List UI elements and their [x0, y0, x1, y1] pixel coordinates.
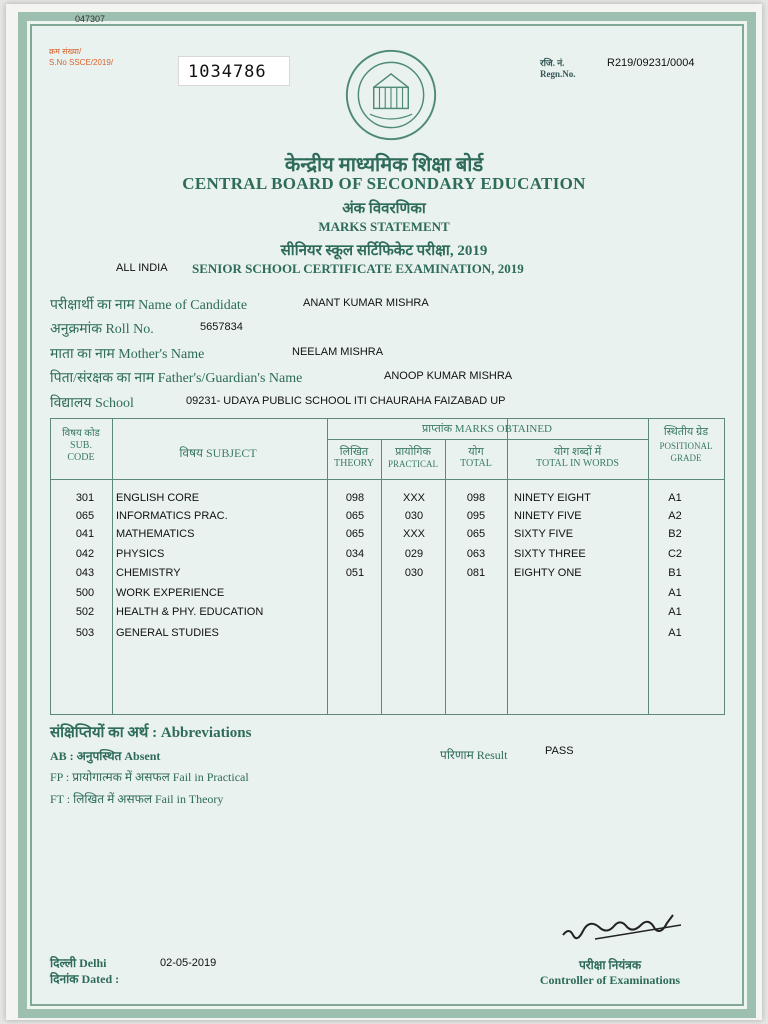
regn-label-hindi: रजि. नं.: [540, 58, 565, 68]
roll-label: अनुक्रमांक Roll No.: [50, 322, 154, 337]
header-code: [52, 428, 110, 464]
row-total: 095: [466, 510, 486, 522]
row-code: 503: [75, 627, 95, 639]
row-grade: A1: [668, 606, 682, 618]
header-total-english: TOTAL: [460, 458, 492, 469]
row-subject: WORK EXPERIENCE: [116, 587, 225, 599]
row-practical: 029: [404, 548, 424, 560]
result-label: परिणाम Result: [440, 748, 508, 762]
row-subject: CHEMISTRY: [116, 567, 181, 579]
date-value: 02-05-2019: [160, 957, 217, 969]
abbreviations-title: संक्षिप्तियों का अर्थ : Abbreviations: [50, 725, 252, 741]
row-total-words: NINETY FIVE: [514, 510, 582, 522]
row-grade: C2: [667, 548, 683, 560]
row-code: 041: [75, 528, 95, 540]
sno-label: [49, 46, 113, 68]
header-grade: [648, 426, 724, 464]
row-subject: MATHEMATICS: [116, 528, 195, 540]
row-theory: 034: [345, 548, 365, 560]
row-code: 065: [75, 510, 95, 522]
header-theory: [327, 446, 381, 470]
header-practical-english: PRACTICAL: [387, 459, 438, 469]
header-divider: [51, 479, 724, 480]
row-total-words: SIXTY THREE: [514, 548, 586, 560]
school-name: 09231- UDAYA PUBLIC SCHOOL ITI CHAURAHA FAIZABAD UP: [186, 395, 506, 407]
place-label: दिल्ली Delhi: [50, 956, 107, 970]
statement-hindi: अंक विवरणिका: [342, 201, 426, 217]
father-label: पिता/संरक्षक का नाम Father's/Guardian's Name: [50, 371, 303, 386]
row-theory: 065: [345, 510, 365, 522]
header-grade-english: POSITIONAL GRADE: [659, 441, 713, 463]
marks-subheader-divider: [327, 439, 648, 440]
row-subject: GENERAL STUDIES: [116, 627, 219, 639]
row-grade: B1: [668, 567, 682, 579]
regn-value: R219/09231/0004: [607, 57, 695, 69]
row-total-words: EIGHTY ONE: [514, 567, 582, 579]
header-practical-hindi: प्रायोगिक: [395, 446, 431, 458]
header-theory-english: THEORY: [334, 458, 374, 469]
controller-label: [530, 958, 690, 988]
regn-label: [540, 58, 576, 80]
row-subject: HEALTH & PHY. EDUCATION: [116, 606, 264, 618]
row-grade: A2: [668, 510, 682, 522]
abbreviation-absent: AB : अनुपस्थित Absent: [50, 749, 161, 763]
header-total-in-words: [507, 446, 648, 470]
sno-label-hindi: क्रम संख्या/: [49, 47, 82, 56]
row-grade: A1: [668, 587, 682, 599]
header-total-hindi: योग: [468, 446, 484, 458]
header-code-english: SUB. CODE: [67, 440, 95, 463]
row-practical: XXX: [402, 528, 425, 540]
row-total: 065: [466, 528, 486, 540]
row-code: 042: [75, 548, 95, 560]
header-practical: [381, 446, 445, 470]
row-subject: ENGLISH CORE: [116, 492, 200, 504]
row-practical: 030: [404, 567, 424, 579]
father-name: ANOOP KUMAR MISHRA: [384, 370, 513, 382]
result-value: PASS: [545, 745, 574, 757]
candidate-name: ANANT KUMAR MISHRA: [303, 297, 429, 309]
sno-label-english: S.No SSCE/2019/: [49, 58, 114, 67]
col-divider: [445, 439, 446, 714]
row-practical: 030: [404, 510, 424, 522]
signature-icon: [555, 905, 695, 955]
row-grade: B2: [668, 528, 682, 540]
header-words-hindi: योग शब्दों में: [553, 446, 602, 458]
row-total: 081: [466, 567, 486, 579]
board-name-hindi: केन्द्रीय माध्यमिक शिक्षा बोर्ड: [284, 154, 484, 176]
exam-name-hindi: सीनियर स्कूल सर्टिफिकेट परीक्षा, 2019: [280, 243, 488, 259]
header-theory-hindi: लिखित: [339, 446, 369, 458]
abbreviation-fail-practical: FP : प्रायोगात्मक में असफल Fail in Practical: [50, 770, 249, 784]
row-subject: INFORMATICS PRAC.: [116, 510, 228, 522]
header-grade-hindi: स्थितीय ग्रेड: [663, 426, 709, 438]
row-practical: XXX: [402, 492, 425, 504]
header-total: [445, 446, 507, 470]
row-theory: 051: [345, 567, 365, 579]
header-subject: विषय SUBJECT: [179, 446, 257, 460]
mother-name: NEELAM MISHRA: [292, 346, 384, 358]
col-divider: [112, 419, 113, 714]
sno-value: 1034786: [188, 62, 267, 82]
row-code: 500: [75, 587, 95, 599]
col-divider: [381, 439, 382, 714]
row-subject: PHYSICS: [116, 548, 165, 560]
row-total: 063: [466, 548, 486, 560]
exam-name: SENIOR SCHOOL CERTIFICATE EXAMINATION, 2019: [192, 261, 524, 276]
serial-top: 047307: [75, 14, 106, 24]
row-total-words: NINETY EIGHT: [514, 492, 591, 504]
board-name: CENTRAL BOARD OF SECONDARY EDUCATION: [182, 174, 586, 193]
candidate-name-label: परीक्षार्थी का नाम Name of Candidate: [50, 298, 248, 313]
row-code: 502: [75, 606, 95, 618]
roll-number: 5657834: [200, 321, 243, 333]
row-code: 301: [75, 492, 95, 504]
row-code: 043: [75, 567, 95, 579]
school-label: विद्यालय School: [50, 396, 134, 411]
controller-english: Controller of Examinations: [539, 973, 681, 987]
header-code-hindi: विषय कोड: [62, 428, 100, 439]
controller-hindi: परीक्षा नियंत्रक: [578, 958, 642, 972]
dated-label: दिनांक Dated :: [50, 972, 120, 986]
statement-title: MARKS STATEMENT: [318, 219, 450, 234]
row-total-words: SIXTY FIVE: [514, 528, 574, 540]
abbreviation-fail-theory: FT : लिखित में असफल Fail in Theory: [50, 792, 224, 806]
all-india-label: ALL INDIA: [116, 262, 168, 274]
row-total: 098: [466, 492, 486, 504]
mother-label: माता का नाम Mother's Name: [50, 347, 205, 362]
row-theory: 098: [345, 492, 365, 504]
cbse-logo-icon: [343, 47, 439, 143]
regn-label-english: Regn.No.: [540, 69, 576, 79]
header-words-english: TOTAL IN WORDS: [536, 458, 619, 469]
header-marks-obtained: प्राप्तांक MARKS OBTAINED: [421, 423, 553, 435]
place-date-labels: [50, 955, 119, 987]
row-grade: A1: [668, 627, 682, 639]
row-theory: 065: [345, 528, 365, 540]
row-grade: A1: [668, 492, 682, 504]
